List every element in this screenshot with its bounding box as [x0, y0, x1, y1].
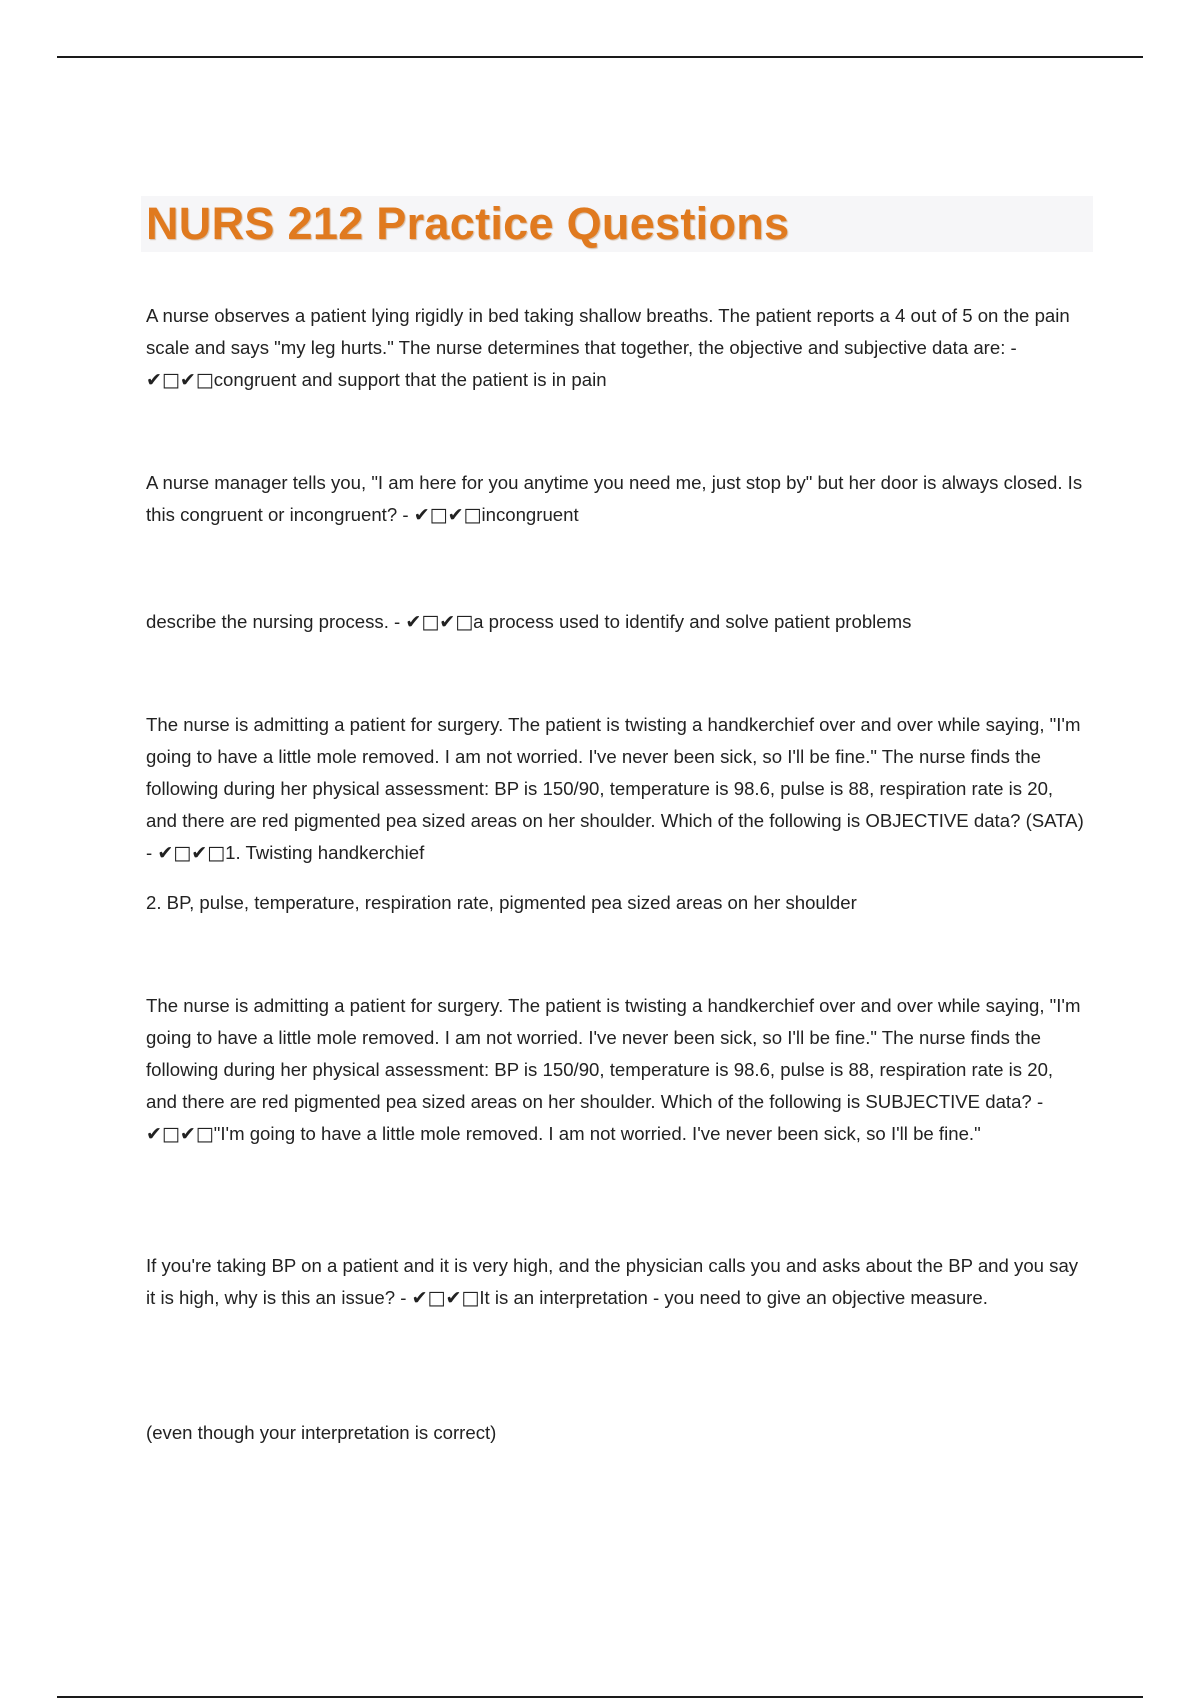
separator: -: [395, 1287, 412, 1308]
answer-text: 1. Twisting handkerchief: [225, 842, 425, 863]
qa-item-2: [146, 467, 1086, 531]
checkmark-icon: ✔: [439, 611, 456, 633]
qa-item-1: [146, 300, 1086, 396]
checkmark-icon: ✔: [146, 1123, 162, 1145]
checkbox-icon: □: [461, 1287, 480, 1309]
checkbox-icon: □: [195, 1123, 214, 1145]
checkmark-icon: ✔: [157, 842, 174, 864]
separator: -: [146, 842, 158, 863]
answer-text: incongruent: [481, 504, 579, 525]
answer-text: congruent and support that the patient is in pain: [213, 369, 607, 390]
checkmark-icon: ✔: [413, 504, 430, 526]
answer-text: a process used to identify and solve patient problems: [473, 611, 912, 632]
checkbox-icon: □: [455, 611, 474, 633]
answer-continuation: (even though your interpretation is correct): [146, 1422, 497, 1443]
checkmark-icon: ✔: [411, 1287, 428, 1309]
question-text: A nurse manager tells you, "I am here for you anytime you need me, just stop by" but her door is always closed. Is this congruent or incongruent?: [146, 472, 1083, 525]
checkbox-icon: □: [429, 504, 448, 526]
checkbox-icon: □: [161, 369, 180, 391]
checkmark-icon: ✔: [447, 504, 464, 526]
qa-item-4: [146, 709, 1086, 869]
question-text: If you're taking BP on a patient and it is very high, and the physician calls you and asks about the BP and you say it is high, why is this an issue?: [146, 1255, 1079, 1308]
qa-item-5: [146, 990, 1086, 1150]
answer-text: It is an interpretation - you need to give an objective measure.: [479, 1287, 988, 1308]
answer-text: "I'm going to have a little mole removed. I am not worried. I've never been sick, so I'll be fine.": [213, 1123, 981, 1144]
checkmark-icon: ✔: [179, 369, 196, 391]
separator: -: [1005, 337, 1017, 358]
separator: -: [397, 504, 414, 525]
page-top-rule: [57, 56, 1143, 58]
separator: -: [388, 611, 406, 632]
checkmark-icon: ✔: [405, 611, 422, 633]
question-text: A nurse observes a patient lying rigidly in bed taking shallow breaths. The patient reports a 4 out of 5 on the pain scale and says "my leg hurts." The nurse determines that together, the objective and subjective data are:: [146, 305, 1070, 358]
checkbox-icon: □: [427, 1287, 446, 1309]
separator: -: [1031, 1091, 1044, 1112]
checkmark-icon: ✔: [179, 1123, 196, 1145]
checkmark-icon: ✔: [146, 369, 162, 391]
qa-item-3: [146, 606, 1086, 638]
answer-continuation: 2. BP, pulse, temperature, respiration rate, pigmented pea sized areas on her shoulder: [146, 892, 857, 913]
checkmark-icon: ✔: [191, 842, 208, 864]
checkbox-icon: □: [195, 369, 214, 391]
question-text: The nurse is admitting a patient for surgery. The patient is twisting a handkerchief over and over while saying, "I'm going to have a little mole removed. I am not worried. I've never been sick, so I'll be fine." The nurse finds the following during her physical assessment: BP is 150/90, temperature is 98.6, pulse is 88, respiration rate is 20, and there are red pigmented pea sized areas on her shoulder. Which of the following is OBJECTIVE data? (SATA): [146, 714, 1084, 831]
page-bottom-rule: [57, 1696, 1143, 1698]
checkbox-icon: □: [161, 1123, 180, 1145]
question-text: describe the nursing process.: [146, 611, 389, 632]
question-text: The nurse is admitting a patient for surgery. The patient is twisting a handkerchief over and over while saying, "I'm going to have a little mole removed. I am not worried. I've never been sick, so I'll be fine." The nurse finds the following during her physical assessment: BP is 150/90, temperature is 98.6, pulse is 88, respiration rate is 20, and there are red pigmented pea sized areas on her shoulder. Which of the following is SUBJECTIVE data?: [146, 995, 1081, 1112]
checkmark-icon: ✔: [445, 1287, 462, 1309]
checkbox-icon: □: [173, 842, 192, 864]
qa-item-6: [146, 1250, 1086, 1314]
checkbox-icon: □: [207, 842, 226, 864]
page-title: NURS 212 Practice Questions: [146, 198, 790, 249]
checkbox-icon: □: [463, 504, 482, 526]
checkbox-icon: □: [421, 611, 440, 633]
